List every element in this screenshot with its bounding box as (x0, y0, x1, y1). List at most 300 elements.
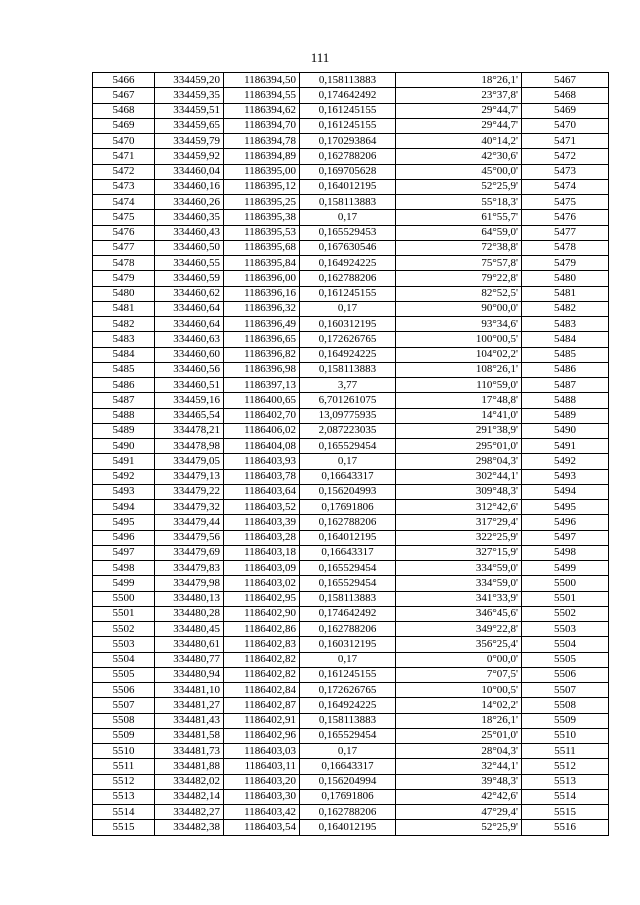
direction-angle-cell: 341°33,9' (396, 591, 522, 606)
y-coordinate-cell: 1186403,20 (224, 774, 300, 789)
next-point-number-cell: 5503 (522, 622, 609, 637)
direction-angle-cell: 108°26,1' (396, 362, 522, 377)
table-row (93, 73, 609, 88)
next-point-number-cell: 5511 (522, 744, 609, 759)
next-point-number-cell: 5467 (522, 73, 609, 88)
y-coordinate-cell: 1186395,38 (224, 210, 300, 225)
y-coordinate-cell: 1186403,54 (224, 820, 300, 835)
x-coordinate-cell: 334460,04 (155, 164, 224, 179)
distance-cell: 0,167630546 (300, 240, 396, 255)
direction-angle-cell: 349°22,8' (396, 622, 522, 637)
y-coordinate-cell: 1186394,50 (224, 73, 300, 88)
next-point-number-cell: 5499 (522, 561, 609, 576)
direction-angle-cell: 317°29,4' (396, 515, 522, 530)
direction-angle-cell: 302°44,1' (396, 469, 522, 484)
table-row (93, 362, 609, 377)
distance-cell: 0,169705628 (300, 164, 396, 179)
y-coordinate-cell: 1186394,78 (224, 134, 300, 149)
x-coordinate-cell: 334459,51 (155, 103, 224, 118)
x-coordinate-cell: 334460,62 (155, 286, 224, 301)
direction-angle-cell: 93°34,6' (396, 317, 522, 332)
y-coordinate-cell: 1186395,25 (224, 195, 300, 210)
point-number-cell: 5493 (93, 484, 155, 499)
y-coordinate-cell: 1186396,98 (224, 362, 300, 377)
x-coordinate-cell: 334480,45 (155, 622, 224, 637)
direction-angle-cell: 23°37,8' (396, 88, 522, 103)
point-number-cell: 5486 (93, 378, 155, 393)
table-row (93, 317, 609, 332)
y-coordinate-cell: 1186402,86 (224, 622, 300, 637)
distance-cell: 0,158113883 (300, 362, 396, 377)
table-row (93, 805, 609, 820)
x-coordinate-cell: 334481,73 (155, 744, 224, 759)
x-coordinate-cell: 334480,61 (155, 637, 224, 652)
next-point-number-cell: 5482 (522, 301, 609, 316)
next-point-number-cell: 5479 (522, 256, 609, 271)
direction-angle-cell: 14°02,2' (396, 698, 522, 713)
point-number-cell: 5494 (93, 500, 155, 515)
distance-cell: 0,162788206 (300, 622, 396, 637)
table-row (93, 789, 609, 804)
next-point-number-cell: 5509 (522, 713, 609, 728)
table-row (93, 149, 609, 164)
direction-angle-cell: 346°45,6' (396, 606, 522, 621)
distance-cell: 0,165529454 (300, 728, 396, 743)
x-coordinate-cell: 334479,69 (155, 545, 224, 560)
direction-angle-cell: 18°26,1' (396, 713, 522, 728)
distance-cell: 0,16643317 (300, 545, 396, 560)
direction-angle-cell: 356°25,4' (396, 637, 522, 652)
next-point-number-cell: 5470 (522, 118, 609, 133)
distance-cell: 0,16643317 (300, 759, 396, 774)
y-coordinate-cell: 1186395,00 (224, 164, 300, 179)
next-point-number-cell: 5505 (522, 652, 609, 667)
y-coordinate-cell: 1186395,68 (224, 240, 300, 255)
distance-cell: 0,165529454 (300, 576, 396, 591)
distance-cell: 0,164012195 (300, 530, 396, 545)
y-coordinate-cell: 1186395,53 (224, 225, 300, 240)
point-number-cell: 5515 (93, 820, 155, 835)
next-point-number-cell: 5485 (522, 347, 609, 362)
direction-angle-cell: 309°48,3' (396, 484, 522, 499)
next-point-number-cell: 5504 (522, 637, 609, 652)
distance-cell: 0,161245155 (300, 118, 396, 133)
direction-angle-cell: 295°01,0' (396, 439, 522, 454)
y-coordinate-cell: 1186396,82 (224, 347, 300, 362)
point-number-cell: 5477 (93, 240, 155, 255)
direction-angle-cell: 75°57,8' (396, 256, 522, 271)
distance-cell: 0,160312195 (300, 637, 396, 652)
y-coordinate-cell: 1186402,87 (224, 698, 300, 713)
next-point-number-cell: 5497 (522, 530, 609, 545)
table-row (93, 576, 609, 591)
distance-cell: 0,172626765 (300, 332, 396, 347)
table-row (93, 728, 609, 743)
point-number-cell: 5496 (93, 530, 155, 545)
y-coordinate-cell: 1186402,83 (224, 637, 300, 652)
point-number-cell: 5508 (93, 713, 155, 728)
distance-cell: 0,17691806 (300, 789, 396, 804)
direction-angle-cell: 327°15,9' (396, 545, 522, 560)
table-row (93, 256, 609, 271)
table-row (93, 88, 609, 103)
page-number: 111 (310, 50, 330, 65)
x-coordinate-cell: 334460,43 (155, 225, 224, 240)
next-point-number-cell: 5512 (522, 759, 609, 774)
x-coordinate-cell: 334460,59 (155, 271, 224, 286)
point-number-cell: 5509 (93, 728, 155, 743)
direction-angle-cell: 42°42,6' (396, 789, 522, 804)
y-coordinate-cell: 1186403,03 (224, 744, 300, 759)
point-number-cell: 5478 (93, 256, 155, 271)
table-row (93, 545, 609, 560)
direction-angle-cell: 100°00,5' (396, 332, 522, 347)
distance-cell: 0,158113883 (300, 713, 396, 728)
y-coordinate-cell: 1186395,84 (224, 256, 300, 271)
distance-cell: 0,17 (300, 652, 396, 667)
table-row (93, 484, 609, 499)
y-coordinate-cell: 1186403,30 (224, 789, 300, 804)
distance-cell: 0,174642492 (300, 88, 396, 103)
table-row (93, 210, 609, 225)
table-row (93, 439, 609, 454)
point-number-cell: 5481 (93, 301, 155, 316)
x-coordinate-cell: 334460,51 (155, 378, 224, 393)
distance-cell: 0,164924225 (300, 347, 396, 362)
direction-angle-cell: 25°01,0' (396, 728, 522, 743)
point-number-cell: 5482 (93, 317, 155, 332)
point-number-cell: 5488 (93, 408, 155, 423)
direction-angle-cell: 61°55,7' (396, 210, 522, 225)
next-point-number-cell: 5506 (522, 667, 609, 682)
x-coordinate-cell: 334459,79 (155, 134, 224, 149)
point-number-cell: 5504 (93, 652, 155, 667)
next-point-number-cell: 5493 (522, 469, 609, 484)
direction-angle-cell: 17°48,8' (396, 393, 522, 408)
point-number-cell: 5510 (93, 744, 155, 759)
y-coordinate-cell: 1186394,89 (224, 149, 300, 164)
x-coordinate-cell: 334480,77 (155, 652, 224, 667)
y-coordinate-cell: 1186395,12 (224, 179, 300, 194)
point-number-cell: 5485 (93, 362, 155, 377)
distance-cell: 0,17 (300, 301, 396, 316)
y-coordinate-cell: 1186404,08 (224, 439, 300, 454)
point-number-cell: 5511 (93, 759, 155, 774)
distance-cell: 0,16643317 (300, 469, 396, 484)
distance-cell: 0,162788206 (300, 805, 396, 820)
distance-cell: 0,17 (300, 210, 396, 225)
next-point-number-cell: 5469 (522, 103, 609, 118)
point-number-cell: 5502 (93, 622, 155, 637)
y-coordinate-cell: 1186402,90 (224, 606, 300, 621)
next-point-number-cell: 5492 (522, 454, 609, 469)
x-coordinate-cell: 334460,16 (155, 179, 224, 194)
y-coordinate-cell: 1186403,52 (224, 500, 300, 515)
distance-cell: 0,162788206 (300, 149, 396, 164)
distance-cell: 0,161245155 (300, 286, 396, 301)
x-coordinate-cell: 334481,27 (155, 698, 224, 713)
next-point-number-cell: 5494 (522, 484, 609, 499)
direction-angle-cell: 47°29,4' (396, 805, 522, 820)
y-coordinate-cell: 1186403,18 (224, 545, 300, 560)
point-number-cell: 5483 (93, 332, 155, 347)
next-point-number-cell: 5500 (522, 576, 609, 591)
point-number-cell: 5487 (93, 393, 155, 408)
x-coordinate-cell: 334460,56 (155, 362, 224, 377)
table-row (93, 637, 609, 652)
x-coordinate-cell: 334479,83 (155, 561, 224, 576)
distance-cell: 0,172626765 (300, 683, 396, 698)
x-coordinate-cell: 334460,26 (155, 195, 224, 210)
point-number-cell: 5505 (93, 667, 155, 682)
point-number-cell: 5476 (93, 225, 155, 240)
next-point-number-cell: 5514 (522, 789, 609, 804)
distance-cell: 0,164012195 (300, 179, 396, 194)
x-coordinate-cell: 334481,10 (155, 683, 224, 698)
table-row (93, 195, 609, 210)
point-number-cell: 5489 (93, 423, 155, 438)
next-point-number-cell: 5502 (522, 606, 609, 621)
table-row (93, 271, 609, 286)
direction-angle-cell: 55°18,3' (396, 195, 522, 210)
point-number-cell: 5469 (93, 118, 155, 133)
direction-angle-cell: 45°00,0' (396, 164, 522, 179)
next-point-number-cell: 5508 (522, 698, 609, 713)
distance-cell: 3,77 (300, 378, 396, 393)
point-number-cell: 5492 (93, 469, 155, 484)
direction-angle-cell: 334°59,0' (396, 561, 522, 576)
next-point-number-cell: 5478 (522, 240, 609, 255)
x-coordinate-cell: 334479,05 (155, 454, 224, 469)
table-row (93, 774, 609, 789)
next-point-number-cell: 5486 (522, 362, 609, 377)
y-coordinate-cell: 1186402,82 (224, 652, 300, 667)
table-row (93, 225, 609, 240)
point-number-cell: 5468 (93, 103, 155, 118)
table-row (93, 378, 609, 393)
direction-angle-cell: 82°52,5' (396, 286, 522, 301)
x-coordinate-cell: 334460,64 (155, 301, 224, 316)
y-coordinate-cell: 1186396,49 (224, 317, 300, 332)
direction-angle-cell: 110°59,0' (396, 378, 522, 393)
x-coordinate-cell: 334479,56 (155, 530, 224, 545)
direction-angle-cell: 28°04,3' (396, 744, 522, 759)
direction-angle-cell: 39°48,3' (396, 774, 522, 789)
y-coordinate-cell: 1186402,70 (224, 408, 300, 423)
next-point-number-cell: 5474 (522, 179, 609, 194)
y-coordinate-cell: 1186394,62 (224, 103, 300, 118)
next-point-number-cell: 5496 (522, 515, 609, 530)
x-coordinate-cell: 334479,98 (155, 576, 224, 591)
x-coordinate-cell: 334459,16 (155, 393, 224, 408)
table-row (93, 469, 609, 484)
y-coordinate-cell: 1186402,84 (224, 683, 300, 698)
x-coordinate-cell: 334479,13 (155, 469, 224, 484)
table-row (93, 332, 609, 347)
point-number-cell: 5499 (93, 576, 155, 591)
y-coordinate-cell: 1186402,96 (224, 728, 300, 743)
x-coordinate-cell: 334460,60 (155, 347, 224, 362)
x-coordinate-cell: 334460,64 (155, 317, 224, 332)
next-point-number-cell: 5510 (522, 728, 609, 743)
table-row (93, 820, 609, 835)
y-coordinate-cell: 1186406,02 (224, 423, 300, 438)
table-row (93, 591, 609, 606)
point-number-cell: 5467 (93, 88, 155, 103)
point-number-cell: 5514 (93, 805, 155, 820)
next-point-number-cell: 5513 (522, 774, 609, 789)
y-coordinate-cell: 1186396,16 (224, 286, 300, 301)
table-row (93, 164, 609, 179)
y-coordinate-cell: 1186403,39 (224, 515, 300, 530)
next-point-number-cell: 5471 (522, 134, 609, 149)
x-coordinate-cell: 334460,35 (155, 210, 224, 225)
next-point-number-cell: 5475 (522, 195, 609, 210)
direction-angle-cell: 291°38,9' (396, 423, 522, 438)
point-number-cell: 5507 (93, 698, 155, 713)
y-coordinate-cell: 1186402,95 (224, 591, 300, 606)
x-coordinate-cell: 334480,13 (155, 591, 224, 606)
distance-cell: 0,17 (300, 454, 396, 469)
point-number-cell: 5471 (93, 149, 155, 164)
direction-angle-cell: 64°59,0' (396, 225, 522, 240)
distance-cell: 0,164924225 (300, 256, 396, 271)
point-number-cell: 5484 (93, 347, 155, 362)
x-coordinate-cell: 334459,92 (155, 149, 224, 164)
point-number-cell: 5503 (93, 637, 155, 652)
direction-angle-cell: 72°38,8' (396, 240, 522, 255)
direction-angle-cell: 40°14,2' (396, 134, 522, 149)
point-number-cell: 5490 (93, 439, 155, 454)
next-point-number-cell: 5487 (522, 378, 609, 393)
direction-angle-cell: 90°00,0' (396, 301, 522, 316)
table-row (93, 561, 609, 576)
x-coordinate-cell: 334460,50 (155, 240, 224, 255)
point-number-cell: 5497 (93, 545, 155, 560)
point-number-cell: 5506 (93, 683, 155, 698)
table-row (93, 393, 609, 408)
table-row (93, 301, 609, 316)
distance-cell: 13,09775935 (300, 408, 396, 423)
table-row (93, 515, 609, 530)
y-coordinate-cell: 1186394,55 (224, 88, 300, 103)
point-number-cell: 5498 (93, 561, 155, 576)
direction-angle-cell: 312°42,6' (396, 500, 522, 515)
table-row (93, 698, 609, 713)
direction-angle-cell: 18°26,1' (396, 73, 522, 88)
distance-cell: 0,162788206 (300, 271, 396, 286)
table-row (93, 683, 609, 698)
point-number-cell: 5512 (93, 774, 155, 789)
point-number-cell: 5491 (93, 454, 155, 469)
table-row (93, 179, 609, 194)
y-coordinate-cell: 1186403,28 (224, 530, 300, 545)
point-number-cell: 5474 (93, 195, 155, 210)
next-point-number-cell: 5507 (522, 683, 609, 698)
x-coordinate-cell: 334480,28 (155, 606, 224, 621)
next-point-number-cell: 5488 (522, 393, 609, 408)
direction-angle-cell: 42°30,6' (396, 149, 522, 164)
x-coordinate-cell: 334479,32 (155, 500, 224, 515)
direction-angle-cell: 10°00,5' (396, 683, 522, 698)
x-coordinate-cell: 334459,65 (155, 118, 224, 133)
table-row (93, 530, 609, 545)
point-number-cell: 5470 (93, 134, 155, 149)
x-coordinate-cell: 334459,35 (155, 88, 224, 103)
distance-cell: 0,158113883 (300, 73, 396, 88)
distance-cell: 0,17691806 (300, 500, 396, 515)
distance-cell: 0,158113883 (300, 195, 396, 210)
distance-cell: 0,161245155 (300, 103, 396, 118)
point-number-cell: 5513 (93, 789, 155, 804)
direction-angle-cell: 29°44,7' (396, 103, 522, 118)
distance-cell: 0,165529453 (300, 225, 396, 240)
table-row (93, 408, 609, 423)
y-coordinate-cell: 1186403,64 (224, 484, 300, 499)
table-row (93, 759, 609, 774)
next-point-number-cell: 5515 (522, 805, 609, 820)
table-row (93, 134, 609, 149)
point-number-cell: 5473 (93, 179, 155, 194)
next-point-number-cell: 5489 (522, 408, 609, 423)
next-point-number-cell: 5516 (522, 820, 609, 835)
direction-angle-cell: 7°07,5' (396, 667, 522, 682)
table-row (93, 286, 609, 301)
distance-cell: 0,160312195 (300, 317, 396, 332)
x-coordinate-cell: 334481,88 (155, 759, 224, 774)
next-point-number-cell: 5484 (522, 332, 609, 347)
table-row (93, 500, 609, 515)
direction-angle-cell: 32°44,1' (396, 759, 522, 774)
next-point-number-cell: 5498 (522, 545, 609, 560)
y-coordinate-cell: 1186396,32 (224, 301, 300, 316)
point-number-cell: 5495 (93, 515, 155, 530)
distance-cell: 0,156204994 (300, 774, 396, 789)
table-row (93, 622, 609, 637)
x-coordinate-cell: 334482,27 (155, 805, 224, 820)
table-row (93, 667, 609, 682)
x-coordinate-cell: 334481,43 (155, 713, 224, 728)
table-row (93, 103, 609, 118)
direction-angle-cell: 14°41,0' (396, 408, 522, 423)
x-coordinate-cell: 334460,55 (155, 256, 224, 271)
distance-cell: 0,156204993 (300, 484, 396, 499)
distance-cell: 0,158113883 (300, 591, 396, 606)
next-point-number-cell: 5473 (522, 164, 609, 179)
x-coordinate-cell: 334478,98 (155, 439, 224, 454)
point-number-cell: 5500 (93, 591, 155, 606)
y-coordinate-cell: 1186397,13 (224, 378, 300, 393)
next-point-number-cell: 5491 (522, 439, 609, 454)
next-point-number-cell: 5483 (522, 317, 609, 332)
distance-cell: 0,165529454 (300, 439, 396, 454)
next-point-number-cell: 5481 (522, 286, 609, 301)
distance-cell: 0,164012195 (300, 820, 396, 835)
direction-angle-cell: 322°25,9' (396, 530, 522, 545)
y-coordinate-cell: 1186403,78 (224, 469, 300, 484)
point-number-cell: 5472 (93, 164, 155, 179)
x-coordinate-cell: 334479,44 (155, 515, 224, 530)
x-coordinate-cell: 334482,38 (155, 820, 224, 835)
table-row (93, 347, 609, 362)
distance-cell: 6,701261075 (300, 393, 396, 408)
direction-angle-cell: 52°25,9' (396, 820, 522, 835)
table-row (93, 744, 609, 759)
x-coordinate-cell: 334480,94 (155, 667, 224, 682)
next-point-number-cell: 5495 (522, 500, 609, 515)
y-coordinate-cell: 1186403,42 (224, 805, 300, 820)
point-number-cell: 5480 (93, 286, 155, 301)
